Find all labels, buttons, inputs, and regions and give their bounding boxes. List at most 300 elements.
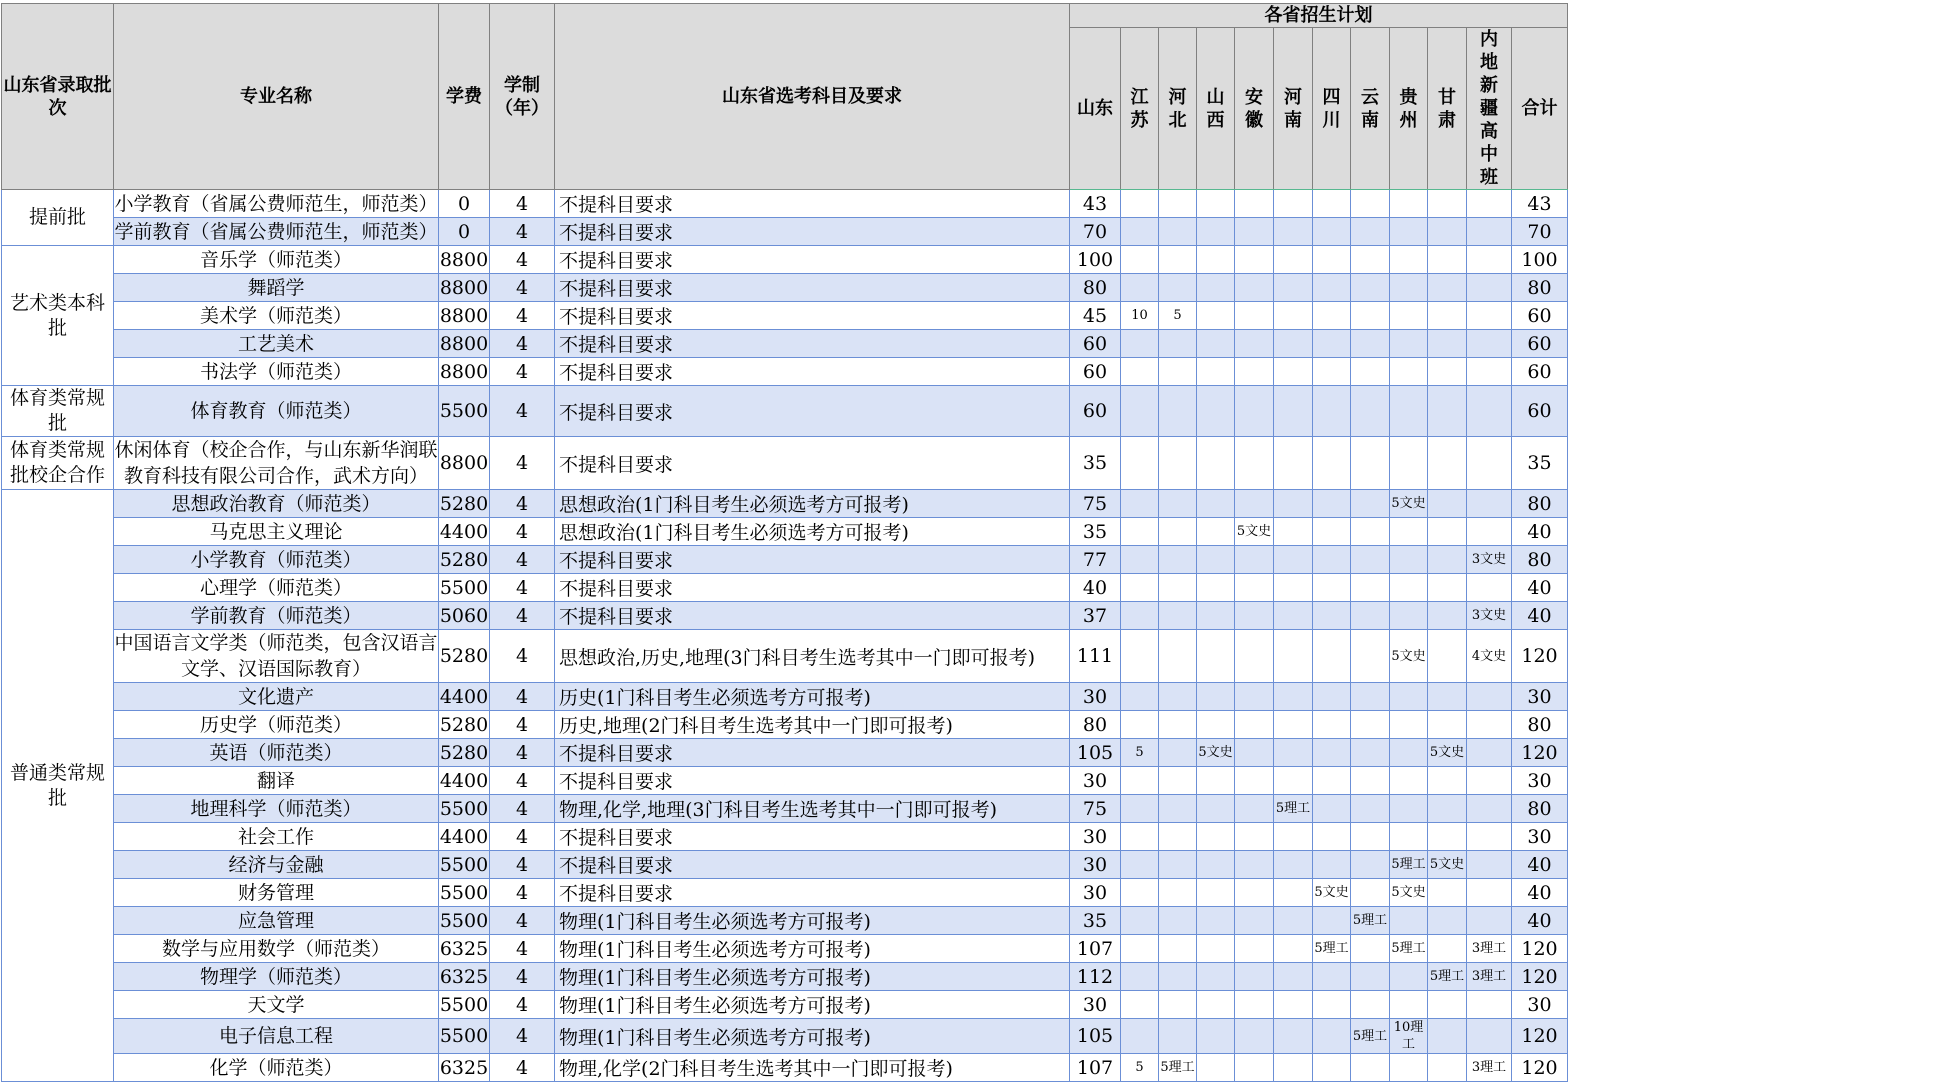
province-plan-cell[interactable] — [1159, 630, 1197, 683]
years-cell[interactable]: 4 — [490, 907, 555, 935]
total-cell[interactable]: 30 — [1512, 683, 1568, 711]
province-plan-cell[interactable]: 5 — [1159, 302, 1197, 330]
major-cell[interactable]: 学前教育（省属公费师范生，师范类） — [114, 218, 439, 246]
major-cell[interactable]: 心理学（师范类） — [114, 574, 439, 602]
province-plan-cell[interactable] — [1313, 963, 1351, 991]
tuition-cell[interactable]: 5280 — [439, 490, 490, 518]
province-plan-cell[interactable] — [1351, 602, 1390, 630]
province-plan-cell[interactable]: 30 — [1070, 991, 1121, 1019]
province-plan-cell[interactable] — [1121, 546, 1159, 574]
total-cell[interactable]: 40 — [1512, 602, 1568, 630]
province-plan-cell[interactable] — [1313, 330, 1351, 358]
province-plan-cell[interactable] — [1313, 795, 1351, 823]
province-plan-cell[interactable] — [1467, 851, 1512, 879]
province-plan-cell[interactable]: 5文史 — [1197, 739, 1235, 767]
province-plan-cell[interactable]: 75 — [1070, 490, 1121, 518]
province-plan-cell[interactable]: 5文史 — [1428, 851, 1467, 879]
tuition-cell[interactable]: 5280 — [439, 546, 490, 574]
province-plan-cell[interactable] — [1121, 386, 1159, 437]
major-cell[interactable]: 学前教育（师范类） — [114, 602, 439, 630]
province-plan-cell[interactable]: 3文史 — [1467, 602, 1512, 630]
province-plan-cell[interactable] — [1390, 190, 1428, 218]
province-plan-cell[interactable] — [1197, 246, 1235, 274]
tuition-cell[interactable]: 5500 — [439, 1019, 490, 1054]
province-plan-cell[interactable] — [1428, 823, 1467, 851]
province-plan-cell[interactable] — [1467, 386, 1512, 437]
province-plan-cell[interactable] — [1467, 302, 1512, 330]
years-cell[interactable]: 4 — [490, 330, 555, 358]
province-plan-cell[interactable] — [1235, 823, 1274, 851]
province-plan-cell[interactable]: 5理工 — [1351, 1019, 1390, 1054]
province-plan-cell[interactable] — [1274, 546, 1313, 574]
province-plan-cell[interactable] — [1235, 246, 1274, 274]
tuition-cell[interactable]: 8800 — [439, 330, 490, 358]
total-cell[interactable]: 60 — [1512, 358, 1568, 386]
tuition-cell[interactable]: 0 — [439, 218, 490, 246]
province-plan-cell[interactable] — [1274, 218, 1313, 246]
requirement-cell[interactable]: 不提科目要求 — [555, 546, 1070, 574]
header-province[interactable]: 山东 — [1070, 28, 1121, 190]
province-plan-cell[interactable] — [1159, 574, 1197, 602]
major-cell[interactable]: 体育教育（师范类） — [114, 386, 439, 437]
province-plan-cell[interactable] — [1197, 683, 1235, 711]
province-plan-cell[interactable] — [1274, 851, 1313, 879]
province-plan-cell[interactable] — [1197, 190, 1235, 218]
header-province[interactable]: 贵州 — [1390, 28, 1428, 190]
total-cell[interactable]: 80 — [1512, 490, 1568, 518]
province-plan-cell[interactable]: 3理工 — [1467, 1054, 1512, 1082]
years-cell[interactable]: 4 — [490, 795, 555, 823]
tuition-cell[interactable]: 4400 — [439, 683, 490, 711]
total-cell[interactable]: 60 — [1512, 386, 1568, 437]
province-plan-cell[interactable] — [1428, 1054, 1467, 1082]
years-cell[interactable]: 4 — [490, 490, 555, 518]
tuition-cell[interactable]: 5280 — [439, 711, 490, 739]
province-plan-cell[interactable] — [1351, 358, 1390, 386]
tuition-cell[interactable]: 6325 — [439, 963, 490, 991]
province-plan-cell[interactable] — [1467, 767, 1512, 795]
province-plan-cell[interactable]: 5 — [1121, 739, 1159, 767]
header-province[interactable]: 云南 — [1351, 28, 1390, 190]
tuition-cell[interactable]: 5500 — [439, 574, 490, 602]
province-plan-cell[interactable]: 60 — [1070, 386, 1121, 437]
tuition-cell[interactable]: 6325 — [439, 1054, 490, 1082]
years-cell[interactable]: 4 — [490, 1054, 555, 1082]
province-plan-cell[interactable] — [1197, 302, 1235, 330]
requirement-cell[interactable]: 物理(1门科目考生必须选考方可报考) — [555, 935, 1070, 963]
province-plan-cell[interactable] — [1121, 851, 1159, 879]
province-plan-cell[interactable] — [1121, 907, 1159, 935]
province-plan-cell[interactable] — [1235, 711, 1274, 739]
province-plan-cell[interactable]: 5文史 — [1235, 518, 1274, 546]
total-cell[interactable]: 70 — [1512, 218, 1568, 246]
province-plan-cell[interactable] — [1235, 907, 1274, 935]
tuition-cell[interactable]: 5500 — [439, 907, 490, 935]
province-plan-cell[interactable] — [1313, 386, 1351, 437]
province-plan-cell[interactable] — [1121, 935, 1159, 963]
province-plan-cell[interactable]: 10理工 — [1390, 1019, 1428, 1054]
province-plan-cell[interactable]: 5理工 — [1390, 935, 1428, 963]
province-plan-cell[interactable]: 30 — [1070, 767, 1121, 795]
batch-cell[interactable]: 体育类常规批 — [2, 386, 114, 437]
province-plan-cell[interactable] — [1159, 711, 1197, 739]
province-plan-cell[interactable] — [1351, 437, 1390, 490]
province-plan-cell[interactable] — [1159, 739, 1197, 767]
major-cell[interactable]: 文化遗产 — [114, 683, 439, 711]
requirement-cell[interactable]: 思想政治(1门科目考生必须选考方可报考) — [555, 490, 1070, 518]
province-plan-cell[interactable] — [1428, 1019, 1467, 1054]
years-cell[interactable]: 4 — [490, 358, 555, 386]
province-plan-cell[interactable] — [1313, 518, 1351, 546]
requirement-cell[interactable]: 历史(1门科目考生必须选考方可报考) — [555, 683, 1070, 711]
province-plan-cell[interactable] — [1197, 218, 1235, 246]
major-cell[interactable]: 财务管理 — [114, 879, 439, 907]
header-province[interactable]: 合计 — [1512, 28, 1568, 190]
province-plan-cell[interactable] — [1428, 879, 1467, 907]
province-plan-cell[interactable] — [1274, 711, 1313, 739]
province-plan-cell[interactable] — [1467, 823, 1512, 851]
province-plan-cell[interactable] — [1121, 823, 1159, 851]
requirement-cell[interactable]: 不提科目要求 — [555, 218, 1070, 246]
province-plan-cell[interactable] — [1197, 711, 1235, 739]
years-cell[interactable]: 4 — [490, 711, 555, 739]
province-plan-cell[interactable] — [1351, 1054, 1390, 1082]
province-plan-cell[interactable] — [1351, 991, 1390, 1019]
province-plan-cell[interactable] — [1351, 935, 1390, 963]
province-plan-cell[interactable]: 4文史 — [1467, 630, 1512, 683]
requirement-cell[interactable]: 不提科目要求 — [555, 358, 1070, 386]
province-plan-cell[interactable]: 5理工 — [1313, 935, 1351, 963]
province-plan-cell[interactable] — [1121, 190, 1159, 218]
province-plan-cell[interactable] — [1121, 218, 1159, 246]
province-plan-cell[interactable] — [1313, 1019, 1351, 1054]
total-cell[interactable]: 43 — [1512, 190, 1568, 218]
province-plan-cell[interactable] — [1159, 1019, 1197, 1054]
province-plan-cell[interactable] — [1159, 767, 1197, 795]
header-years[interactable]: 学制（年） — [490, 4, 555, 190]
province-plan-cell[interactable] — [1121, 602, 1159, 630]
province-plan-cell[interactable] — [1390, 683, 1428, 711]
province-plan-cell[interactable] — [1467, 274, 1512, 302]
province-plan-cell[interactable] — [1313, 991, 1351, 1019]
province-plan-cell[interactable] — [1197, 358, 1235, 386]
major-cell[interactable]: 化学（师范类） — [114, 1054, 439, 1082]
province-plan-cell[interactable]: 75 — [1070, 795, 1121, 823]
province-plan-cell[interactable] — [1121, 879, 1159, 907]
years-cell[interactable]: 4 — [490, 274, 555, 302]
years-cell[interactable]: 4 — [490, 879, 555, 907]
total-cell[interactable]: 40 — [1512, 851, 1568, 879]
province-plan-cell[interactable] — [1274, 963, 1313, 991]
province-plan-cell[interactable] — [1428, 246, 1467, 274]
major-cell[interactable]: 天文学 — [114, 991, 439, 1019]
province-plan-cell[interactable] — [1390, 302, 1428, 330]
province-plan-cell[interactable] — [1235, 963, 1274, 991]
province-plan-cell[interactable] — [1467, 518, 1512, 546]
requirement-cell[interactable]: 不提科目要求 — [555, 767, 1070, 795]
province-plan-cell[interactable] — [1351, 330, 1390, 358]
province-plan-cell[interactable] — [1235, 1054, 1274, 1082]
major-cell[interactable]: 数学与应用数学（师范类） — [114, 935, 439, 963]
major-cell[interactable]: 思想政治教育（师范类） — [114, 490, 439, 518]
province-plan-cell[interactable] — [1313, 246, 1351, 274]
province-plan-cell[interactable] — [1274, 935, 1313, 963]
province-plan-cell[interactable] — [1390, 823, 1428, 851]
province-plan-cell[interactable] — [1390, 1054, 1428, 1082]
province-plan-cell[interactable] — [1274, 330, 1313, 358]
total-cell[interactable]: 120 — [1512, 1054, 1568, 1082]
province-plan-cell[interactable] — [1197, 1019, 1235, 1054]
major-cell[interactable]: 历史学（师范类） — [114, 711, 439, 739]
requirement-cell[interactable]: 不提科目要求 — [555, 437, 1070, 490]
province-plan-cell[interactable] — [1197, 330, 1235, 358]
province-plan-cell[interactable] — [1313, 602, 1351, 630]
province-plan-cell[interactable] — [1313, 190, 1351, 218]
province-plan-cell[interactable] — [1428, 490, 1467, 518]
province-plan-cell[interactable] — [1313, 490, 1351, 518]
province-plan-cell[interactable] — [1467, 739, 1512, 767]
province-plan-cell[interactable] — [1159, 851, 1197, 879]
province-plan-cell[interactable] — [1274, 683, 1313, 711]
province-plan-cell[interactable] — [1274, 274, 1313, 302]
province-plan-cell[interactable] — [1390, 574, 1428, 602]
province-plan-cell[interactable] — [1274, 490, 1313, 518]
years-cell[interactable]: 4 — [490, 602, 555, 630]
years-cell[interactable]: 4 — [490, 302, 555, 330]
province-plan-cell[interactable] — [1197, 602, 1235, 630]
header-province[interactable]: 河南 — [1274, 28, 1313, 190]
years-cell[interactable]: 4 — [490, 851, 555, 879]
province-plan-cell[interactable] — [1467, 991, 1512, 1019]
tuition-cell[interactable]: 0 — [439, 190, 490, 218]
province-plan-cell[interactable]: 3理工 — [1467, 963, 1512, 991]
province-plan-cell[interactable] — [1467, 1019, 1512, 1054]
province-plan-cell[interactable]: 40 — [1070, 574, 1121, 602]
province-plan-cell[interactable] — [1197, 795, 1235, 823]
province-plan-cell[interactable] — [1313, 546, 1351, 574]
header-province[interactable]: 山西 — [1197, 28, 1235, 190]
province-plan-cell[interactable] — [1159, 190, 1197, 218]
total-cell[interactable]: 30 — [1512, 823, 1568, 851]
batch-cell[interactable]: 普通类常规批 — [2, 490, 114, 1082]
province-plan-cell[interactable] — [1235, 935, 1274, 963]
province-plan-cell[interactable] — [1121, 437, 1159, 490]
province-plan-cell[interactable]: 111 — [1070, 630, 1121, 683]
province-plan-cell[interactable] — [1197, 879, 1235, 907]
province-plan-cell[interactable] — [1351, 574, 1390, 602]
major-cell[interactable]: 书法学（师范类） — [114, 358, 439, 386]
province-plan-cell[interactable] — [1274, 302, 1313, 330]
province-plan-cell[interactable] — [1467, 795, 1512, 823]
tuition-cell[interactable]: 6325 — [439, 935, 490, 963]
province-plan-cell[interactable] — [1467, 358, 1512, 386]
province-plan-cell[interactable] — [1390, 274, 1428, 302]
province-plan-cell[interactable] — [1467, 711, 1512, 739]
major-cell[interactable]: 小学教育（师范类） — [114, 546, 439, 574]
tuition-cell[interactable]: 5280 — [439, 630, 490, 683]
major-cell[interactable]: 音乐学（师范类） — [114, 246, 439, 274]
province-plan-cell[interactable] — [1235, 302, 1274, 330]
province-plan-cell[interactable]: 5文史 — [1313, 879, 1351, 907]
province-plan-cell[interactable] — [1313, 767, 1351, 795]
major-cell[interactable]: 翻译 — [114, 767, 439, 795]
province-plan-cell[interactable] — [1121, 330, 1159, 358]
province-plan-cell[interactable]: 112 — [1070, 963, 1121, 991]
requirement-cell[interactable]: 物理,化学(2门科目考生选考其中一门即可报考) — [555, 1054, 1070, 1082]
province-plan-cell[interactable] — [1428, 386, 1467, 437]
header-province[interactable]: 内地新疆高中班 — [1467, 28, 1512, 190]
header-province[interactable]: 江苏 — [1121, 28, 1159, 190]
total-cell[interactable]: 80 — [1512, 546, 1568, 574]
province-plan-cell[interactable]: 43 — [1070, 190, 1121, 218]
major-cell[interactable]: 应急管理 — [114, 907, 439, 935]
province-plan-cell[interactable] — [1467, 218, 1512, 246]
major-cell[interactable]: 马克思主义理论 — [114, 518, 439, 546]
province-plan-cell[interactable] — [1235, 1019, 1274, 1054]
province-plan-cell[interactable] — [1159, 546, 1197, 574]
header-province[interactable]: 安徽 — [1235, 28, 1274, 190]
province-plan-cell[interactable] — [1467, 907, 1512, 935]
province-plan-cell[interactable] — [1390, 386, 1428, 437]
province-plan-cell[interactable] — [1313, 907, 1351, 935]
province-plan-cell[interactable]: 5文史 — [1390, 879, 1428, 907]
province-plan-cell[interactable] — [1274, 739, 1313, 767]
province-plan-cell[interactable]: 3理工 — [1467, 935, 1512, 963]
requirement-cell[interactable]: 不提科目要求 — [555, 823, 1070, 851]
province-plan-cell[interactable] — [1390, 246, 1428, 274]
province-plan-cell[interactable]: 5 — [1121, 1054, 1159, 1082]
province-plan-cell[interactable] — [1159, 330, 1197, 358]
total-cell[interactable]: 60 — [1512, 302, 1568, 330]
years-cell[interactable]: 4 — [490, 386, 555, 437]
header-tuition[interactable]: 学费 — [439, 4, 490, 190]
province-plan-cell[interactable] — [1235, 630, 1274, 683]
province-plan-cell[interactable] — [1121, 963, 1159, 991]
years-cell[interactable]: 4 — [490, 1019, 555, 1054]
province-plan-cell[interactable] — [1313, 1054, 1351, 1082]
province-plan-cell[interactable] — [1313, 574, 1351, 602]
tuition-cell[interactable]: 5500 — [439, 386, 490, 437]
province-plan-cell[interactable] — [1467, 574, 1512, 602]
province-plan-cell[interactable] — [1235, 330, 1274, 358]
province-plan-cell[interactable] — [1467, 437, 1512, 490]
total-cell[interactable]: 35 — [1512, 437, 1568, 490]
years-cell[interactable]: 4 — [490, 739, 555, 767]
province-plan-cell[interactable] — [1351, 490, 1390, 518]
province-plan-cell[interactable] — [1235, 437, 1274, 490]
years-cell[interactable]: 4 — [490, 218, 555, 246]
province-plan-cell[interactable] — [1235, 795, 1274, 823]
province-plan-cell[interactable] — [1390, 907, 1428, 935]
province-plan-cell[interactable] — [1159, 437, 1197, 490]
province-plan-cell[interactable] — [1428, 711, 1467, 739]
province-plan-cell[interactable] — [1159, 991, 1197, 1019]
province-plan-cell[interactable]: 10 — [1121, 302, 1159, 330]
province-plan-cell[interactable] — [1235, 274, 1274, 302]
province-plan-cell[interactable] — [1351, 683, 1390, 711]
requirement-cell[interactable]: 历史,地理(2门科目考生选考其中一门即可报考) — [555, 711, 1070, 739]
province-plan-cell[interactable] — [1121, 767, 1159, 795]
total-cell[interactable]: 30 — [1512, 991, 1568, 1019]
province-plan-cell[interactable] — [1351, 302, 1390, 330]
province-plan-cell[interactable] — [1274, 907, 1313, 935]
province-plan-cell[interactable] — [1313, 274, 1351, 302]
province-plan-cell[interactable] — [1197, 490, 1235, 518]
major-cell[interactable]: 社会工作 — [114, 823, 439, 851]
province-plan-cell[interactable]: 35 — [1070, 437, 1121, 490]
province-plan-cell[interactable] — [1351, 246, 1390, 274]
province-plan-cell[interactable]: 107 — [1070, 1054, 1121, 1082]
province-plan-cell[interactable]: 5文史 — [1390, 630, 1428, 683]
province-plan-cell[interactable] — [1159, 795, 1197, 823]
requirement-cell[interactable]: 不提科目要求 — [555, 302, 1070, 330]
major-cell[interactable]: 中国语言文学类（师范类，包含汉语言文学、汉语国际教育） — [114, 630, 439, 683]
province-plan-cell[interactable] — [1235, 879, 1274, 907]
province-plan-cell[interactable] — [1428, 683, 1467, 711]
major-cell[interactable]: 电子信息工程 — [114, 1019, 439, 1054]
years-cell[interactable]: 4 — [490, 190, 555, 218]
province-plan-cell[interactable] — [1313, 739, 1351, 767]
province-plan-cell[interactable] — [1274, 991, 1313, 1019]
province-plan-cell[interactable] — [1235, 991, 1274, 1019]
province-plan-cell[interactable] — [1121, 630, 1159, 683]
province-plan-cell[interactable] — [1351, 274, 1390, 302]
tuition-cell[interactable]: 5500 — [439, 795, 490, 823]
province-plan-cell[interactable]: 35 — [1070, 907, 1121, 935]
province-plan-cell[interactable]: 80 — [1070, 711, 1121, 739]
province-plan-cell[interactable] — [1197, 963, 1235, 991]
province-plan-cell[interactable] — [1428, 358, 1467, 386]
total-cell[interactable]: 120 — [1512, 963, 1568, 991]
province-plan-cell[interactable] — [1159, 490, 1197, 518]
total-cell[interactable]: 40 — [1512, 574, 1568, 602]
tuition-cell[interactable]: 4400 — [439, 518, 490, 546]
header-province-plan[interactable]: 各省招生计划 — [1070, 4, 1568, 28]
province-plan-cell[interactable] — [1390, 518, 1428, 546]
province-plan-cell[interactable] — [1159, 935, 1197, 963]
province-plan-cell[interactable]: 60 — [1070, 330, 1121, 358]
province-plan-cell[interactable] — [1274, 246, 1313, 274]
years-cell[interactable]: 4 — [490, 935, 555, 963]
province-plan-cell[interactable] — [1197, 274, 1235, 302]
province-plan-cell[interactable] — [1274, 879, 1313, 907]
batch-cell[interactable]: 艺术类本科批 — [2, 246, 114, 386]
province-plan-cell[interactable] — [1274, 190, 1313, 218]
province-plan-cell[interactable] — [1235, 739, 1274, 767]
province-plan-cell[interactable] — [1390, 739, 1428, 767]
years-cell[interactable]: 4 — [490, 991, 555, 1019]
years-cell[interactable]: 4 — [490, 574, 555, 602]
province-plan-cell[interactable] — [1351, 823, 1390, 851]
province-plan-cell[interactable] — [1159, 274, 1197, 302]
province-plan-cell[interactable] — [1351, 739, 1390, 767]
tuition-cell[interactable]: 8800 — [439, 274, 490, 302]
province-plan-cell[interactable] — [1235, 190, 1274, 218]
province-plan-cell[interactable] — [1274, 358, 1313, 386]
province-plan-cell[interactable] — [1197, 386, 1235, 437]
total-cell[interactable]: 60 — [1512, 330, 1568, 358]
province-plan-cell[interactable]: 70 — [1070, 218, 1121, 246]
province-plan-cell[interactable] — [1428, 795, 1467, 823]
tuition-cell[interactable]: 8800 — [439, 437, 490, 490]
province-plan-cell[interactable] — [1313, 711, 1351, 739]
province-plan-cell[interactable] — [1159, 879, 1197, 907]
province-plan-cell[interactable] — [1235, 386, 1274, 437]
province-plan-cell[interactable] — [1428, 518, 1467, 546]
province-plan-cell[interactable] — [1235, 683, 1274, 711]
province-plan-cell[interactable]: 105 — [1070, 1019, 1121, 1054]
province-plan-cell[interactable] — [1351, 190, 1390, 218]
